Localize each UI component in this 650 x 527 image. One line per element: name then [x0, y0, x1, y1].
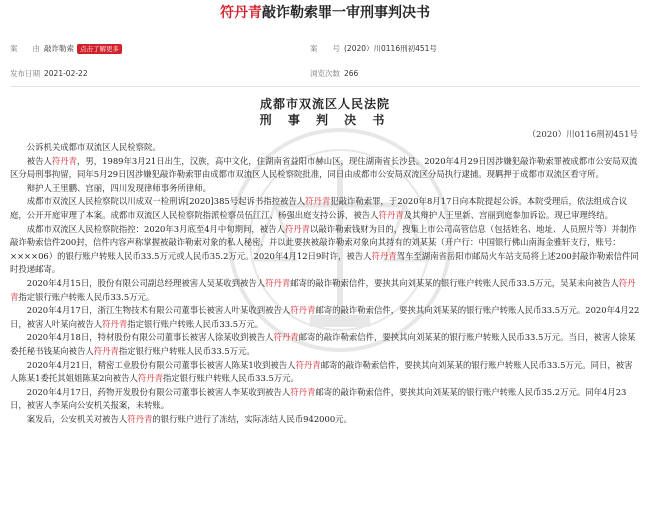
document-meta: [0, 40, 650, 86]
paragraph: 2020年4月17日，药物开发股份有限公司董事长被害人李某收到被告人符丹青邮寄的敲诈勒索信件，要挟其向刘某某的银行账户转账人民币35.2万元。同年4月23日，被害人李某向公安机关报案，未转账。: [10, 386, 627, 411]
defendant-name-highlight: 符丹青: [93, 345, 119, 356]
case-value: 敲诈勒索 点击了解更多: [44, 42, 122, 56]
date-value: 2021-02-22: [44, 69, 88, 78]
defendant-name-highlight: 符丹青: [378, 209, 404, 220]
defendant-name-highlight: 符丹青: [10, 277, 636, 302]
divider: [10, 86, 640, 87]
caseno-value: (2020）川0116刑初451号: [344, 44, 437, 53]
paragraph: 成都市双流区人民检察院以川成双一检刑诉[2020]385号起诉书指控被告人符丹青犯敲诈勒索罪，于2020年8月17日向本院提起公诉。本院受理后，依法组成合议庭，公开开庭审理了本案。成都市双流区人民检察院指派检察员伍江江、杨强出庭支持公诉，被告人符丹青及其辩护人王里新、宫丽到庭参加诉讼。现已审理终结。: [10, 196, 628, 220]
paragraph: 辩护人王里鹏、宫丽，四川发现律师事务所律师。: [26, 182, 212, 193]
page-title: [220, 5, 430, 21]
title-suffix: 敲诈勒索罪一审刑事判决书: [262, 5, 430, 21]
court-name: 成都市双流区人民法院: [259, 97, 390, 111]
views-value: 266: [344, 69, 359, 78]
learn-more-tag[interactable]: 点击了解更多: [77, 44, 122, 54]
defendant-name-highlight: 符丹青: [51, 155, 78, 166]
document-type: 刑 事 判 决 书: [259, 113, 391, 127]
paragraph: 2020年4月18日，特材股份有限公司董事长被害人徐某收到被告人符丹青邮寄的敲诈勒索信件，要挟其向刘某某的银行账户转账人民币33.5万元。当日，被害人徐某委托秘书钱某向被告人符丹青指定银行账户转账人民币33.5万元。: [10, 332, 636, 356]
paragraph: 被告人符丹青，男，1989年3月21日出生，汉族，高中文化，住湖南省益阳市赫山区，现住湖南省长沙县。2020年4月29日因涉嫌犯敲诈勒索罪被成都市公安局双流区分局刑事拘留，同年5月29日因涉嫌犯敲诈勒索罪由成都市双流区人民检察院批准，同日由成都市公安局双流区分局执行逮捕。现羁押于成都市双流区看守所。: [10, 155, 638, 180]
defendant-name-highlight: 符丹青: [284, 223, 311, 234]
paragraph: 成都市双流区人民检察院指控：2020年3月底至4月中旬期间，被告人符丹青以敲诈勒索钱财为目的，搜集上市公司高管信息（包括姓名、地址、人员照片等）并制作敲诈勒索信件200封，信件内容声称掌握被敲诈勒索对象的私人秘密，并以此要挟被敲诈勒索对象向其持有的刘某某（开户行：中国银行佛山南海金雅轩支行，账号：××××06）的银行账户转账人民币33.5万元或人民币35.2万元。2020年4月12日9时许，被告人符丹青驾车至湖南省岳阳市邮局火车站支局将上述200封敲诈勒索信件同时投递邮寄。: [10, 223, 639, 275]
defendant-name-highlight: 符丹青: [290, 386, 316, 397]
defendant-name-highlight: 符丹青: [371, 250, 397, 261]
defendant-name-highlight: 符丹青: [290, 305, 316, 316]
defendant-name-highlight: 符丹青: [273, 332, 299, 343]
paragraph: 2020年4月15日，股份有限公司副总经理被害人吴某收到被告人符丹青邮寄的敲诈勒索信件，要挟其向刘某某的银行账户转账人民币33.5万元，吴某未向被告人符丹青指定银行账户转账人民币33.5万元。: [10, 277, 636, 302]
defendant-name-highlight: 符丹青: [102, 318, 128, 329]
paragraph: 案发后，公安机关对被告人符丹青的银行账户进行了冻结，实际冻结人民币942000元。: [26, 413, 352, 424]
paragraph: 2020年4月21日，精密工业股份有限公司董事长被害人陈某1收到被告人符丹青邮寄的敲诈勒索信件，要挟其向刘某某的银行账户转账人民币33.5万元。同日，被害人陈某1委托其姐姐陈某2向被告人符丹青指定银行账户转账人民币33.5万元。: [10, 359, 633, 384]
page-header: [0, 0, 650, 26]
document-case-number: （2020）川0116刑初451号: [527, 130, 638, 140]
date-label: 发布日期: [10, 69, 40, 78]
defendant-name-highlight: 符丹青: [137, 373, 164, 384]
paragraph: 公诉机关成都市双流区人民检察院。: [26, 142, 161, 152]
defendant-name-highlight: 符丹青: [305, 196, 331, 207]
judgment-body: [10, 141, 640, 426]
defendant-name-highlight: 符丹青: [295, 359, 321, 370]
paragraph: 2020年4月17日，浙江生物技术有限公司董事长被害人叶某收到被告人符丹青邮寄的敲诈勒索信件，要挟其向刘某某的银行账户转账人民币33.5万元。2020年4月22日，被害人叶某向被告人符丹青指定银行账户转账人民币33.5万元。: [10, 305, 640, 329]
defendant-name-highlight: 符丹青: [127, 413, 153, 424]
views-label: 浏览次数: [310, 69, 340, 78]
title-name: 符丹青: [220, 5, 262, 21]
caseno-label: 案 号: [310, 44, 340, 53]
case-label: 案 由: [10, 44, 40, 53]
defendant-name-highlight: 符丹青: [265, 277, 291, 288]
